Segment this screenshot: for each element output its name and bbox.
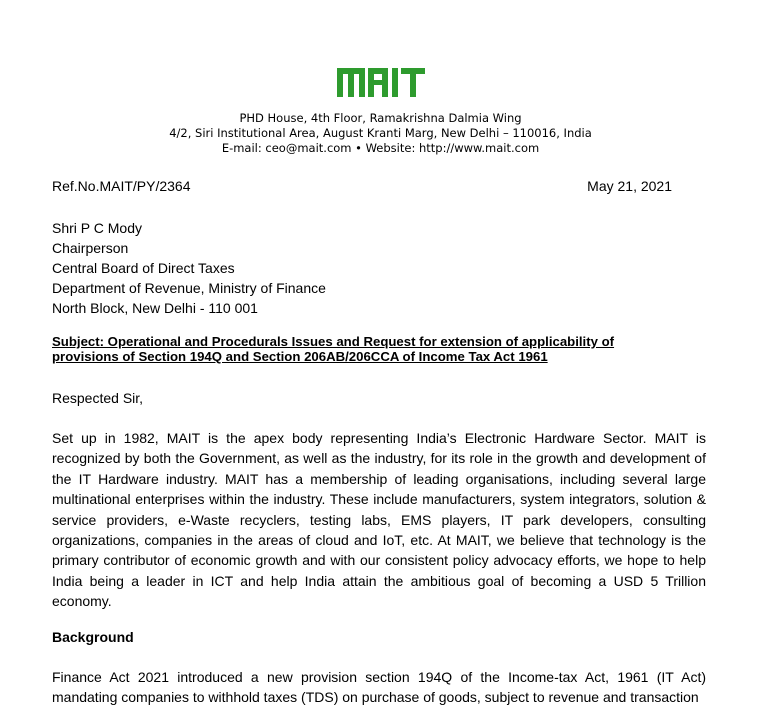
background-heading: Background — [52, 629, 134, 645]
letter-date: May 21, 2021 — [587, 178, 672, 194]
intro-paragraph: Set up in 1982, MAIT is the apex body representing India’s Electronic Hardware Sector. MAIT is recognized by both the Government, as well as the industry, for its role in the growth and development of the IT Hardware industry. MAIT has a membership of leading organisations, including several large multinational enterprises within the industry. These include manufacturers, system integrators, solution & service providers, e-Waste recyclers, testing labs, EMS players, IT park developers, consulting organizations, companies in the areas of cloud and IoT, etc. At MAIT, we believe that technology is the primary contributor of economic growth and with our consistent policy advocacy efforts, we hope to help India being a leader in ICT and help India attain the ambitious goal of becoming a USD 5 Trillion economy. — [52, 430, 706, 610]
address-line-1: PHD House, 4th Floor, Ramakrishna Dalmia Wing — [239, 111, 522, 125]
recipient-location: North Block, New Delhi - 110 001 — [52, 300, 258, 316]
salutation: Respected Sir, — [52, 390, 144, 406]
subject-line-1: Subject: Operational and Procedurals Issues and Request for extension of applicability of — [52, 334, 615, 349]
contact-line: E-mail: ceo@mait.com • Website: http://www.mait.com — [221, 141, 540, 155]
address-line-2: 4/2, Siri Institutional Area, August Kranti Marg, New Delhi – 110016, India — [169, 126, 592, 140]
mait-logo-icon — [336, 62, 426, 100]
recipient-department: Department of Revenue, Ministry of Finance — [52, 280, 326, 296]
background-paragraph: Finance Act 2021 introduced a new provision section 194Q of the Income-tax Act, 1961 (IT Act) mandating companies to withhold taxes (TDS) on purchase of goods, subject to revenue and transaction — [52, 669, 706, 706]
mait-logo — [0, 62, 761, 105]
recipient-organization: Central Board of Direct Taxes — [52, 260, 235, 276]
recipient-title: Chairperson — [52, 240, 129, 256]
subject-line — [52, 334, 712, 364]
recipient-address — [52, 218, 326, 318]
subject-line-2: provisions of Section 194Q and Section 206AB/206CCA of Income Tax Act 1961 — [52, 349, 548, 364]
recipient-name: Shri P C Mody — [52, 220, 142, 236]
reference-number: Ref.No.MAIT/PY/2364 — [52, 178, 191, 194]
